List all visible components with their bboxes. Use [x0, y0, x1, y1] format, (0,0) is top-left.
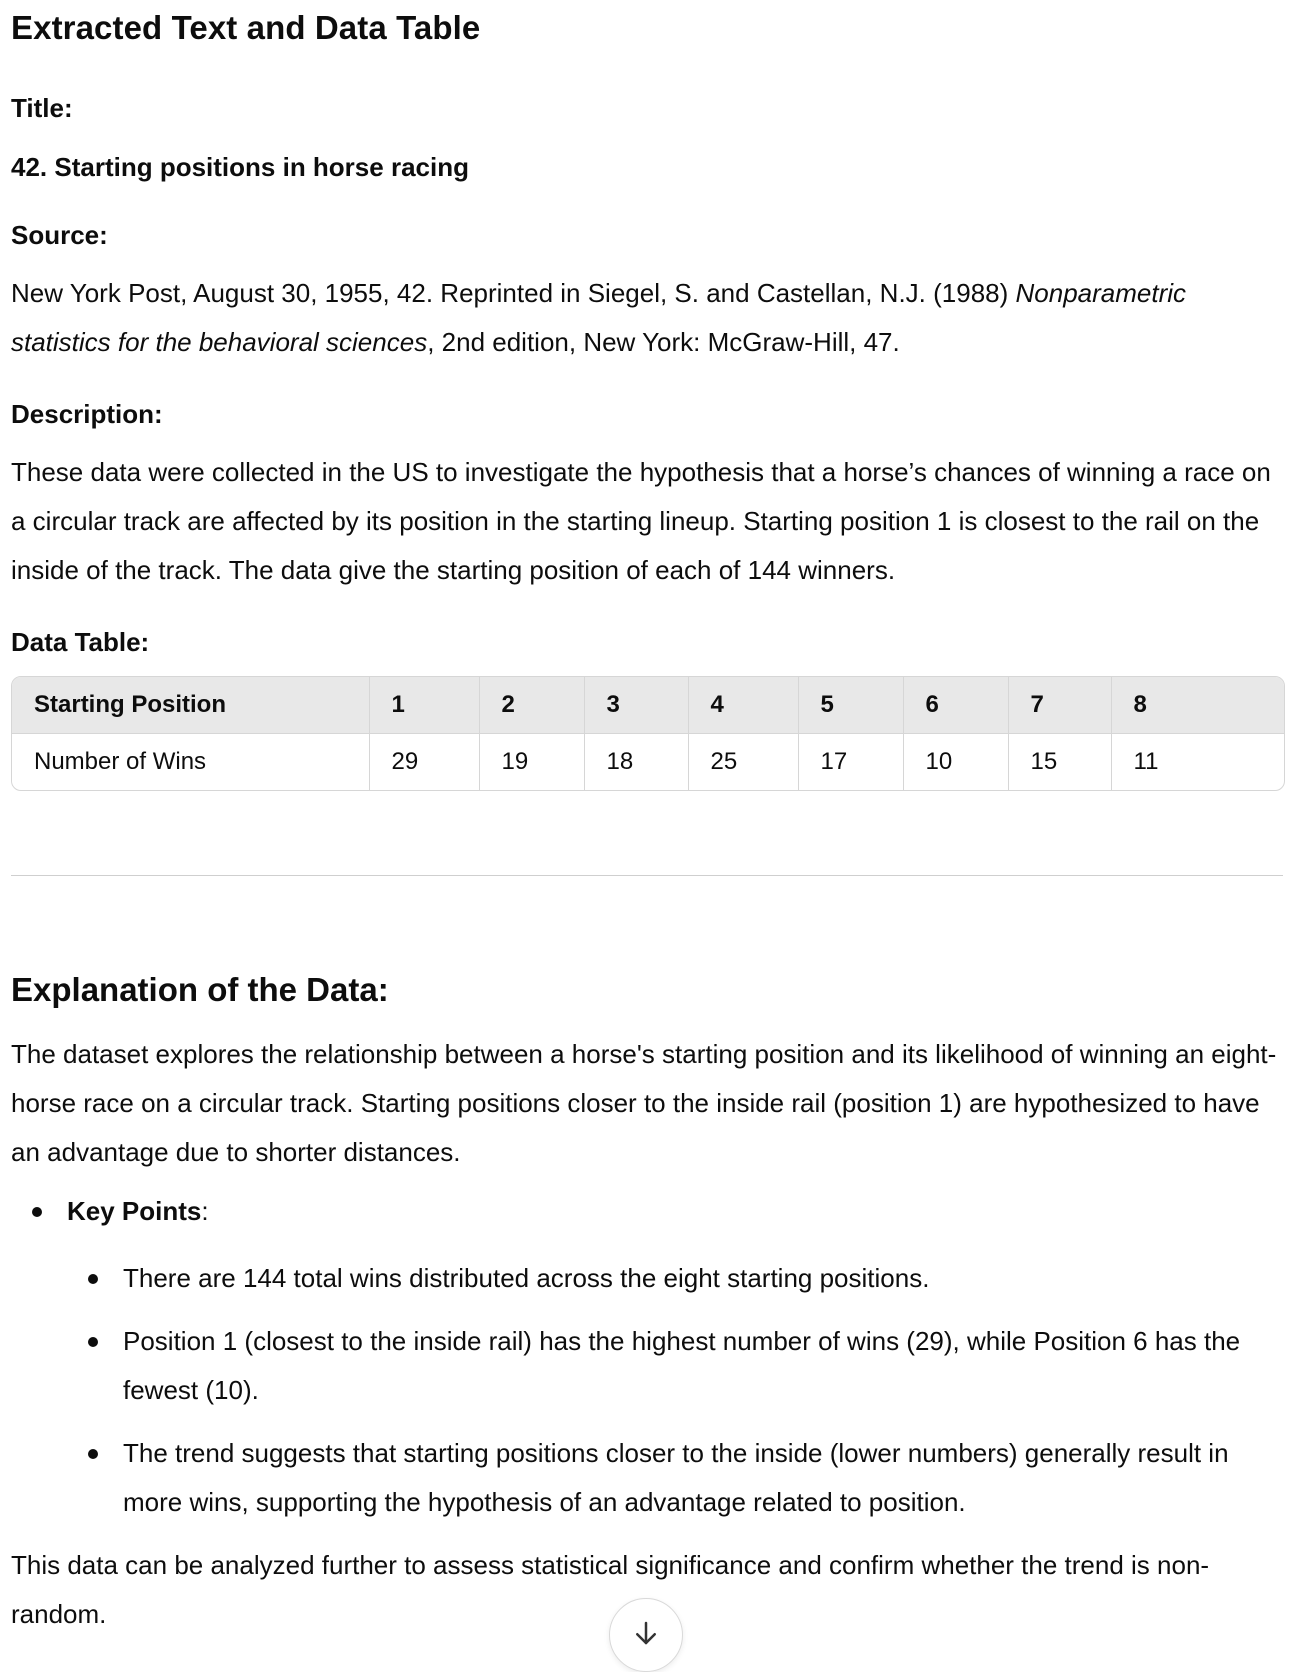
table-header-cell: 6: [903, 677, 1008, 734]
table-cell: 18: [584, 734, 688, 791]
table-cell: 17: [798, 734, 903, 791]
source-text-part: New York Post, August 30, 1955, 42. Reprinted in Siegel, S. and Castellan, N.J. (1988): [11, 278, 1016, 308]
table-header-cell: 7: [1008, 677, 1111, 734]
message-content: [11, 0, 1283, 1639]
list-item: Position 1 (closest to the inside rail) has the highest number of wins (29), while Position 6 has the fewest (10).: [67, 1317, 1283, 1415]
table-cell: 15: [1008, 734, 1111, 791]
data-table-label: Data Table:: [11, 627, 150, 657]
table-cell: 19: [479, 734, 584, 791]
table-header-cell: 5: [798, 677, 903, 734]
scroll-to-bottom-button[interactable]: [609, 1598, 683, 1672]
table-row: [12, 734, 1284, 791]
table-cell: 10: [903, 734, 1008, 791]
table-cell: 29: [369, 734, 479, 791]
source-book-title: Nonparametric statistics for the behavioral sciences: [11, 278, 1187, 357]
page-title: Extracted Text and Data Table: [11, 9, 481, 46]
arrow-down-icon: [631, 1618, 661, 1653]
table-header-cell: 3: [584, 677, 688, 734]
data-table: [11, 676, 1285, 791]
table-header-cell: Starting Position: [12, 677, 369, 734]
closing-text: This data can be analyzed further to assess statistical significance and confirm whether the trend is non-random.: [11, 1550, 1210, 1629]
list-item: The trend suggests that starting positions closer to the inside (lower numbers) generally result in more wins, supporting the hypothesis of an advantage related to position.: [67, 1429, 1283, 1527]
explanation-intro: The dataset explores the relationship between a horse's starting position and its likelihood of winning an eight-horse race on a circular track. Starting positions closer to the inside rail (position 1) are hypothesized to have an advantage due to shorter distances.: [11, 1039, 1277, 1167]
table-header-cell: 1: [369, 677, 479, 734]
key-points-colon: :: [201, 1196, 209, 1226]
dataset-title: 42. Starting positions in horse racing: [11, 152, 469, 182]
source-text: [11, 269, 1283, 367]
table-cell: 25: [688, 734, 798, 791]
source-text-part: , 2nd edition, New York: McGraw-Hill, 47.: [427, 327, 900, 357]
table-header-row: [12, 677, 1284, 734]
table-header-cell: 2: [479, 677, 584, 734]
title-label: Title:: [11, 93, 73, 123]
explanation-heading: Explanation of the Data:: [11, 971, 389, 1008]
key-points-list: [11, 1187, 1283, 1527]
description-text: These data were collected in the US to investigate the hypothesis that a horse’s chances of winning a race on a circular track are affected by its position in the starting lineup. Starting position 1 is closest to the rail on the inside of the track. The data give the starting position of each of 144 winners.: [11, 457, 1271, 585]
key-points-sublist: [67, 1254, 1283, 1527]
table-cell: Number of Wins: [34, 748, 207, 775]
table-cell: 11: [1111, 734, 1284, 791]
source-label: Source:: [11, 220, 108, 250]
list-item: There are 144 total wins distributed across the eight starting positions.: [67, 1254, 1283, 1303]
section-divider: [11, 875, 1283, 876]
table-header-cell: 8: [1111, 677, 1284, 734]
description-label: Description:: [11, 399, 163, 429]
table-header-cell: 4: [688, 677, 798, 734]
key-points-label: Key Points: [67, 1196, 202, 1226]
list-item: [11, 1187, 1283, 1527]
